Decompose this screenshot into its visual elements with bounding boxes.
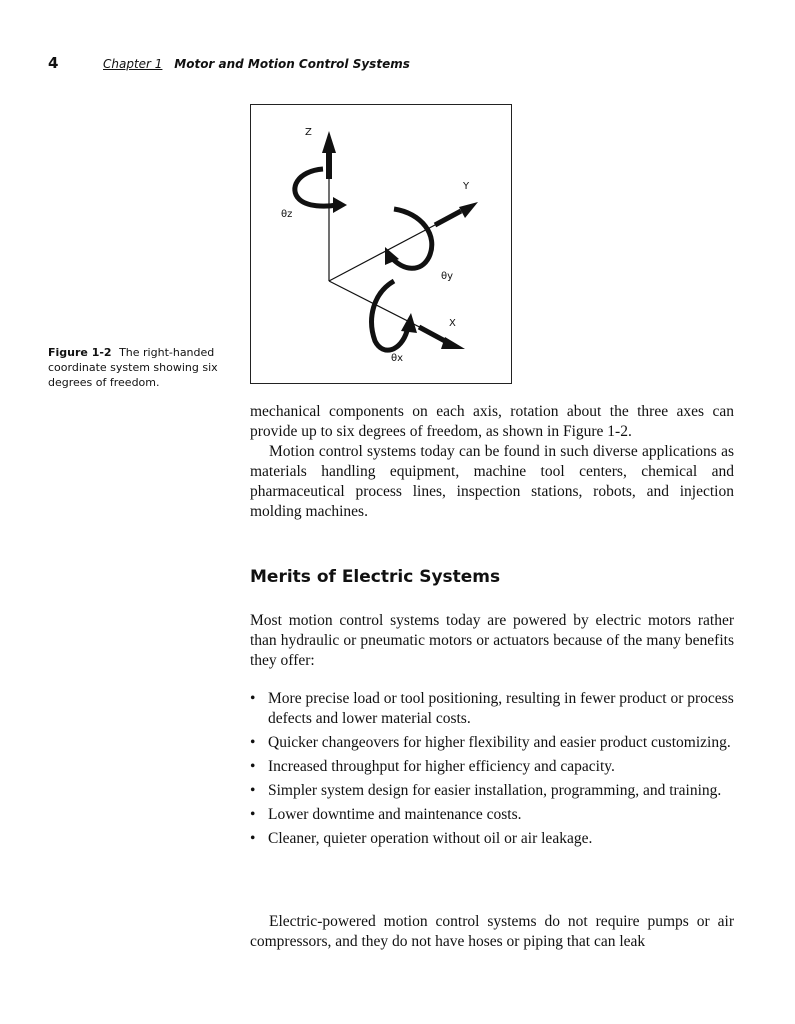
list-item bbox=[250, 781, 734, 801]
theta-z-label: θz bbox=[281, 209, 293, 220]
chapter-title: Motor and Motion Control Systems bbox=[174, 57, 410, 71]
list-item-text: Simpler system design for easier installation, programming, and training. bbox=[268, 782, 722, 799]
theta-x-rotation-arrowhead bbox=[401, 313, 417, 333]
x-axis-translation-bar bbox=[419, 327, 445, 341]
z-axis-translation-bar bbox=[326, 153, 332, 179]
list-item bbox=[250, 757, 734, 777]
running-head bbox=[103, 57, 410, 71]
z-axis-arrowhead bbox=[322, 131, 336, 153]
bullet-icon: • bbox=[250, 690, 256, 707]
theta-z-rotation-arrowhead bbox=[333, 197, 347, 213]
body-text-top bbox=[250, 402, 734, 522]
bullet-icon: • bbox=[250, 758, 256, 775]
benefits-list-container bbox=[250, 689, 734, 853]
coordinate-diagram bbox=[251, 105, 510, 382]
bullet-icon: • bbox=[250, 806, 256, 823]
chapter-label: Chapter 1 bbox=[103, 57, 163, 71]
figure-caption-text: The right-handed coordinate system showing six degrees of freedom. bbox=[48, 346, 218, 389]
theta-x-label: θx bbox=[391, 353, 404, 364]
z-axis-label: Z bbox=[305, 127, 312, 138]
bullet-icon: • bbox=[250, 782, 256, 799]
y-axis-arrowhead bbox=[459, 202, 478, 218]
x-axis-label: X bbox=[449, 318, 456, 329]
list-item bbox=[250, 829, 734, 849]
list-item-text: Lower downtime and maintenance costs. bbox=[268, 806, 522, 823]
list-item-text: Cleaner, quieter operation without oil or air leakage. bbox=[268, 830, 593, 847]
bullet-icon: • bbox=[250, 734, 256, 751]
section-heading: Merits of Electric Systems bbox=[250, 567, 501, 587]
closing-text bbox=[250, 912, 734, 952]
figure-coordinate-system bbox=[250, 104, 512, 384]
benefits-list bbox=[250, 689, 734, 849]
theta-x-rotation-arrow bbox=[372, 281, 407, 350]
figure-caption-label: Figure 1-2 bbox=[48, 346, 112, 359]
closing-paragraph: Electric-powered motion control systems do not require pumps or air compressors, and they do not have hoses or piping that can leak bbox=[250, 913, 734, 950]
paragraph-continuation: mechanical components on each axis, rotation about the three axes can provide up to six degrees of freedom, as shown in Figure 1-2. bbox=[250, 403, 734, 440]
list-item bbox=[250, 733, 734, 753]
y-axis-translation-bar bbox=[435, 211, 461, 225]
page-number: 4 bbox=[48, 54, 59, 72]
list-item bbox=[250, 805, 734, 825]
section-intro-paragraph: Most motion control systems today are powered by electric motors rather than hydraulic or pneumatic motors or actuators because of the many benefits they offer: bbox=[250, 612, 734, 669]
paragraph-applications: Motion control systems today can be found in such diverse applications as materials handling equipment, machine tool centers, chemical and pharmaceutical process lines, inspection stations, robots, and injection molding machines. bbox=[250, 443, 734, 520]
section-intro bbox=[250, 611, 734, 671]
figure-caption bbox=[48, 345, 223, 390]
y-axis-label: Y bbox=[463, 181, 470, 192]
list-item bbox=[250, 689, 734, 729]
list-item-text: Quicker changeovers for higher flexibility and easier product customizing. bbox=[268, 734, 731, 751]
bullet-icon: • bbox=[250, 830, 256, 847]
list-item-text: Increased throughput for higher efficiency and capacity. bbox=[268, 758, 615, 775]
list-item-text: More precise load or tool positioning, resulting in fewer product or process defects and lower material costs. bbox=[268, 690, 734, 727]
theta-y-label: θy bbox=[441, 271, 454, 282]
